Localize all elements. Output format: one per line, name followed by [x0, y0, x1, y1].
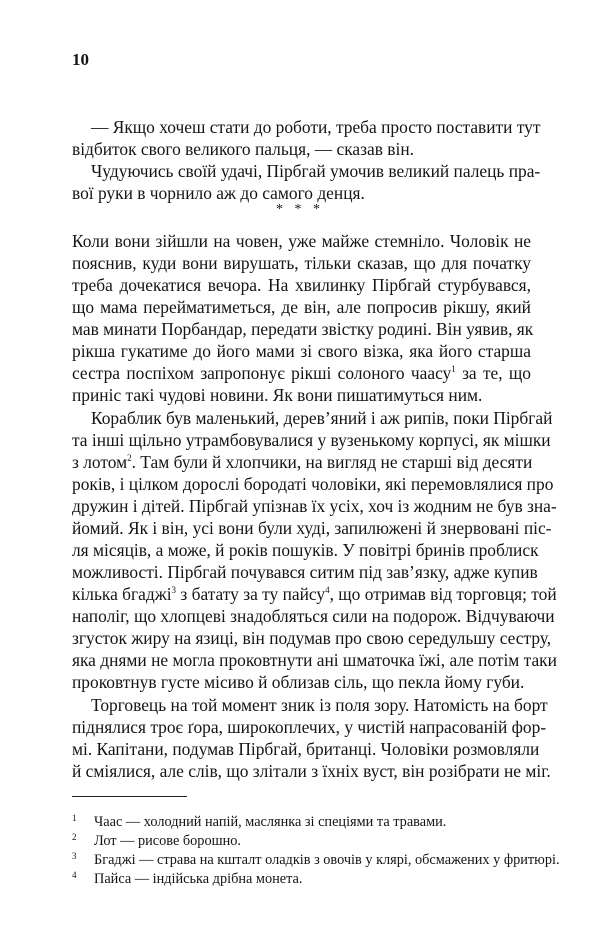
- footnote-text: Бгаджі — страва на кшталт оладків з овочів у клярі, обсмажених у фритюрі.: [94, 852, 560, 868]
- paragraph-line: й сміялися, але слів, що злітали з їхніх вуст, він розібрати не міг.: [72, 761, 551, 781]
- paragraph-line: що мама перейматиметься, де він, але попросив рікшу, який: [72, 297, 531, 317]
- paragraph-line: згусток жиру на язиці, він подумав про свою середульшу сестру,: [72, 628, 552, 648]
- footnote: [72, 866, 552, 888]
- page-number: 10: [72, 50, 89, 69]
- footnote-text: Лот — рисове борошно.: [94, 833, 241, 849]
- line-text: , що отримав від торговця; той: [329, 584, 557, 604]
- footnote-number: 2: [72, 832, 77, 842]
- footnote-ref: 4: [325, 585, 330, 595]
- paragraph-line: проковтнув густе місиво й облизав сіль, що пекла йому губи.: [72, 672, 525, 692]
- footnote-ref: 1: [451, 364, 456, 374]
- paragraph-line: Торговець на той момент зник із поля зору. Натомість на борт: [91, 695, 548, 715]
- paragraph-line: та інші щільно утрамбовувалися у вузенькому корпусі, як мішки: [72, 430, 551, 450]
- footnote-text: Чаас — холодний напій, маслянка зі спеціями та травами.: [94, 814, 447, 830]
- paragraph-line: Кораблик був маленький, дерев’яний і аж рипів, поки Пірбгай: [91, 408, 553, 428]
- paragraph-line: треба дочекатися вечора. На хвилинку Пірбгай стурбувався,: [72, 275, 531, 295]
- paragraph-line: піднялися троє ґора, широкоплечих, у чистій напрасованій фор-: [72, 717, 547, 737]
- paragraph-line: мі. Капітани, подумав Пірбгай, британці. Чоловіки розмовляли: [72, 739, 540, 759]
- section-break: * * *: [276, 202, 324, 217]
- paragraph-line: Коли вони зійшли на човен, уже майже стемніло. Чоловік не: [72, 231, 531, 251]
- paragraph-line: відбиток свого великого пальця, — сказав він.: [72, 139, 414, 159]
- footnote-text: Пайса — індійська дрібна монета.: [94, 871, 303, 887]
- footnote-divider: [72, 796, 187, 797]
- paragraph-line: мав минати Порбандар, передати звістку родині. Він уявив, як: [72, 319, 534, 339]
- paragraph-line: [72, 362, 531, 384]
- line-text: за те, що: [455, 363, 531, 383]
- paragraph-line: можливості. Пірбгай почувався ситим під зав’язку, адже купив: [72, 562, 538, 582]
- paragraph-line: йомий. Як і він, усі вони були худі, запилюжені й знервовані піс-: [72, 518, 552, 538]
- paragraph-line: вої руки в чорнило аж до самого денця.: [72, 183, 365, 203]
- line-text: . Там були й хлопчики, на вигляд не старші від десяти: [131, 452, 533, 472]
- footnote-ref: 3: [171, 585, 177, 595]
- paragraph-line: яка днями не могла проковтнути ані шматочка їжі, але потім таки: [72, 650, 557, 670]
- paragraph-line: приніс такі чудові новини. Як вони пишатимуться ним.: [72, 385, 483, 405]
- line-text: кілька бгаджі: [72, 584, 172, 604]
- line-text: сестра поспіхом запропонує рікші солоного чаасу: [72, 363, 452, 383]
- paragraph-line: пояснив, куди вони вирушать, тільки сказав, що для початку: [72, 253, 531, 273]
- paragraph-line: дружин і дітей. Пірбгай упізнав їх усіх, хоч із жодним не був зна-: [72, 496, 557, 516]
- line-text: з лотом: [72, 452, 128, 472]
- footnote-ref: 2: [127, 453, 132, 463]
- paragraph-line: років, і цілком дорослі бородаті чоловіки, які перемовлялися про: [72, 474, 554, 494]
- footnote-number: 1: [72, 813, 77, 823]
- paragraph-line: наполіг, що хлопцеві знадобляться сили на подорож. Відчуваючи: [72, 606, 555, 626]
- paragraph-line: рікша гукатиме до його мами зі свого візка, яка його старша: [72, 341, 531, 361]
- footnote-number: 3: [72, 851, 77, 861]
- paragraph-line: Чудуючись своїй удачі, Пірбгай умочив великий палець пра-: [91, 161, 541, 181]
- line-text: з батату за ту пайсу: [176, 584, 326, 604]
- paragraph-line: [72, 451, 531, 473]
- paragraph-line: ля місяців, а може, й років пошуків. У повітрі бринів проблиск: [72, 540, 539, 560]
- footnote-number: 4: [72, 870, 77, 880]
- paragraph-line: — Якщо хочеш стати до роботи, треба просто поставити тут: [91, 117, 541, 137]
- paragraph-line: [72, 583, 557, 605]
